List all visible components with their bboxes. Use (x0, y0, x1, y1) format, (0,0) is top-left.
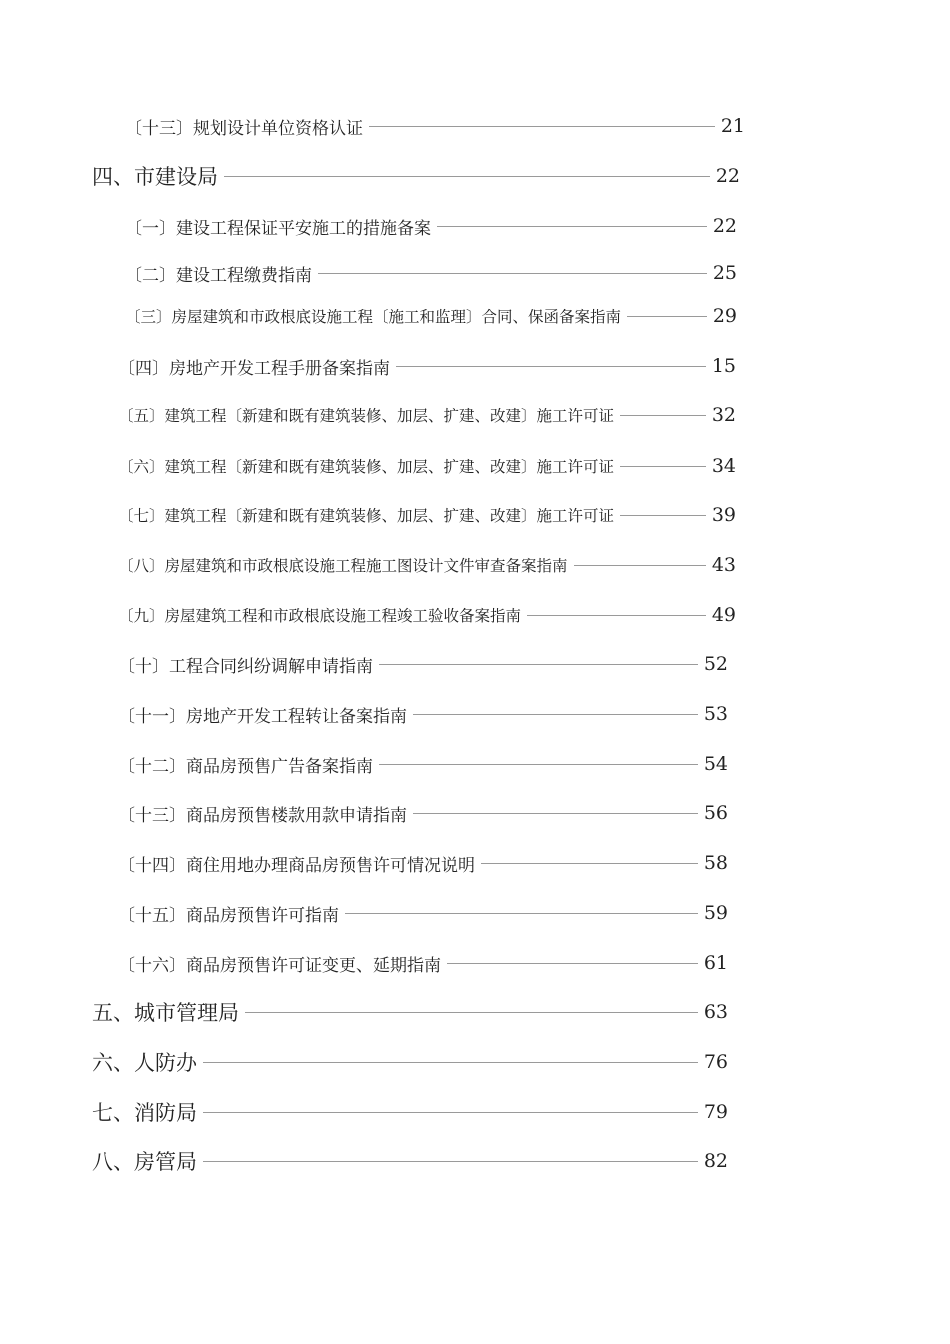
toc-page-number: 39 (711, 504, 736, 526)
toc-label: 六、人防办 (92, 1051, 197, 1075)
toc-leader-line (447, 963, 698, 964)
toc-label: 〔四〕房地产开发工程手册备案指南 (118, 358, 390, 379)
toc-leader-line (574, 565, 706, 566)
toc-leader-line (620, 515, 706, 516)
toc-page-number: 52 (703, 653, 728, 675)
toc-page-number: 56 (703, 802, 728, 824)
toc-page-number: 59 (703, 902, 728, 924)
toc-page-number: 63 (703, 1001, 728, 1023)
toc-entry[interactable] (118, 649, 728, 679)
toc-entry[interactable] (118, 500, 736, 530)
toc-leader-line (413, 813, 698, 814)
toc-page-number: 49 (711, 604, 736, 626)
toc-page-number: 22 (712, 215, 737, 237)
toc-label: 〔三〕房屋建筑和市政根底设施工程〔施工和监理〕合同、保函备案指南 (125, 308, 622, 326)
toc-entry[interactable] (125, 211, 737, 241)
toc-entry[interactable] (118, 699, 728, 729)
toc-leader-line (345, 913, 698, 914)
toc-label: 〔十六〕商品房预售许可证变更、延期指南 (118, 955, 441, 976)
toc-label: 五、城市管理局 (92, 1001, 239, 1025)
toc-page-number: 43 (711, 554, 736, 576)
toc-entry[interactable] (118, 898, 728, 928)
toc-entry[interactable] (118, 351, 736, 381)
toc-page-number: 32 (711, 404, 736, 426)
toc-page-number: 15 (711, 355, 736, 377)
toc-page-number: 82 (703, 1150, 728, 1172)
toc-page-number: 54 (703, 753, 728, 775)
toc-page-number: 79 (703, 1101, 728, 1123)
toc-entry[interactable] (125, 301, 737, 331)
toc-entry[interactable] (92, 1097, 728, 1127)
toc-entry[interactable] (118, 848, 728, 878)
toc-label: 〔七〕建筑工程〔新建和既有建筑装修、加层、扩建、改建〕施工许可证 (118, 507, 615, 525)
toc-page-number: 58 (703, 852, 728, 874)
toc-label: 〔五〕建筑工程〔新建和既有建筑装修、加层、扩建、改建〕施工许可证 (118, 407, 615, 425)
toc-label: 〔十〕工程合同纠纷调解申请指南 (118, 656, 373, 677)
toc-leader-line (379, 664, 698, 665)
toc-entry[interactable] (125, 111, 745, 141)
toc-entry[interactable] (118, 948, 728, 978)
toc-leader-line (203, 1161, 698, 1162)
toc-label: 〔二〕建设工程缴费指南 (125, 265, 312, 286)
toc-page-number: 29 (712, 305, 737, 327)
toc-entry[interactable] (118, 749, 728, 779)
toc-leader-line (369, 126, 715, 127)
toc-label: 〔八〕房屋建筑和市政根底设施工程施工图设计文件审查备案指南 (118, 557, 568, 575)
toc-entry[interactable] (92, 997, 728, 1027)
toc-page-number: 22 (715, 165, 740, 187)
toc-label: 八、房管局 (92, 1150, 197, 1174)
toc-label: 〔六〕建筑工程〔新建和既有建筑装修、加层、扩建、改建〕施工许可证 (118, 458, 615, 476)
toc-leader-line (620, 415, 706, 416)
toc-leader-line (527, 615, 706, 616)
toc-label: 七、消防局 (92, 1101, 197, 1125)
toc-entry[interactable] (118, 451, 736, 481)
toc-label: 〔十一〕房地产开发工程转让备案指南 (118, 706, 407, 727)
toc-label: 〔十二〕商品房预售广告备案指南 (118, 756, 373, 777)
toc-entry[interactable] (92, 161, 740, 191)
toc-entry[interactable] (118, 550, 736, 580)
toc-entry[interactable] (118, 798, 728, 828)
toc-page-number: 34 (711, 455, 736, 477)
toc-entry[interactable] (92, 1047, 728, 1077)
toc-leader-line (620, 466, 706, 467)
toc-page-number: 21 (720, 115, 745, 137)
toc-leader-line (379, 764, 698, 765)
toc-leader-line (627, 316, 707, 317)
toc-label: 〔十三〕规划设计单位资格认证 (125, 118, 363, 139)
toc-page-number: 61 (703, 952, 728, 974)
toc-entry[interactable] (118, 600, 736, 630)
toc-entry[interactable] (125, 258, 737, 288)
toc-page-number: 25 (712, 262, 737, 284)
toc-entry[interactable] (118, 400, 736, 430)
toc-label: 〔十四〕商住用地办理商品房预售许可情况说明 (118, 855, 475, 876)
toc-leader-line (481, 863, 698, 864)
toc-page-number: 53 (703, 703, 728, 725)
toc-label: 〔十五〕商品房预售许可指南 (118, 905, 339, 926)
toc-leader-line (437, 226, 707, 227)
toc-leader-line (224, 176, 710, 177)
toc-page-number: 76 (703, 1051, 728, 1073)
toc-leader-line (413, 714, 698, 715)
toc-label: 四、市建设局 (92, 165, 218, 189)
toc-label: 〔九〕房屋建筑工程和市政根底设施工程竣工验收备案指南 (118, 607, 522, 625)
toc-leader-line (318, 273, 707, 274)
toc-label: 〔一〕建设工程保证平安施工的措施备案 (125, 218, 431, 239)
toc-entry[interactable] (92, 1146, 728, 1176)
toc-leader-line (203, 1062, 698, 1063)
toc-leader-line (245, 1012, 698, 1013)
toc-leader-line (396, 366, 706, 367)
toc-label: 〔十三〕商品房预售楼款用款申请指南 (118, 805, 407, 826)
toc-leader-line (203, 1112, 698, 1113)
